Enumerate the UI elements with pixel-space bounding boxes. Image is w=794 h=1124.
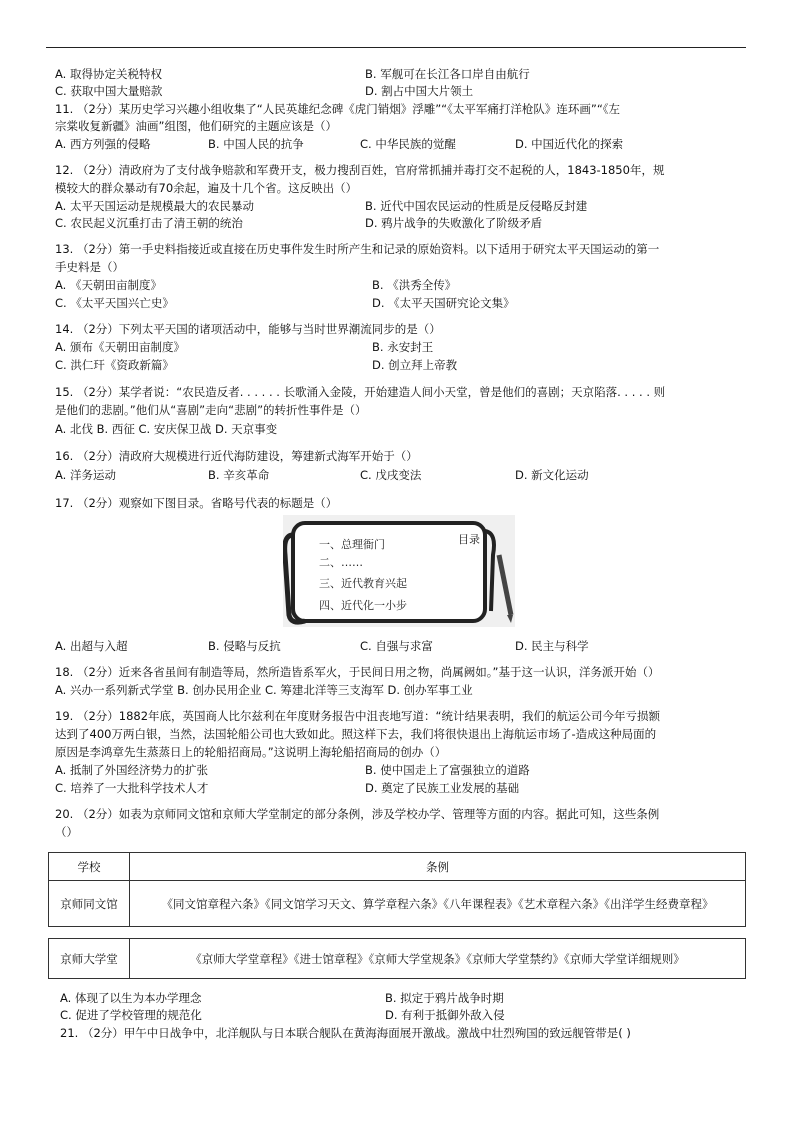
q14-option-c: C. 洪仁玕《资政新篇》 <box>55 358 174 372</box>
q15-options: A. 北伐 B. 西征 C. 安庆保卫战 D. 天京事变 <box>55 422 278 436</box>
q12-option-a: A. 太平天国运动是规模最大的农民暴动 <box>55 199 254 213</box>
scroll-item-2: 二、…… <box>319 556 363 569</box>
q17-option-a: A. 出超与入超 <box>55 639 128 653</box>
q12-option-c: C. 农民起义沉重打击了清王朝的统治 <box>55 216 243 230</box>
q11-option-a: A. 西方列强的侵略 <box>55 137 151 151</box>
q19-option-a: A. 抵制了外国经济势力的扩张 <box>55 763 208 777</box>
q13-stem: 13. （2分）第一手史料指接近或直接在历史事件发生时所产生和记录的原始资料。以下适用于研究太平天国运动的第一 <box>55 242 660 256</box>
q16-option-b: B. 辛亥革命 <box>208 468 270 482</box>
q14-stem: 14. （2分）下列太平天国的诸项活动中，能够与当时世界潮流同步的是（） <box>55 322 441 336</box>
table-header-rules: 条例 <box>130 853 746 881</box>
q10-option-c: C. 获取中国大量赔款 <box>55 84 163 98</box>
q17-option-b: B. 侵略与反抗 <box>208 639 281 653</box>
q18-options: A. 兴办一系列新式学堂 B. 创办民用企业 C. 筹建北洋等三支海军 D. 创办军事工业 <box>55 683 473 697</box>
header-rule <box>46 47 746 48</box>
q13-stem-cont: 手史料是（） <box>55 260 124 274</box>
q13-option-d: D. 《太平天国研究论文集》 <box>372 296 515 310</box>
q11-option-c: C. 中华民族的觉醒 <box>360 137 456 151</box>
q18-stem: 18. （2分）近来各省虽间有制造等局，然所造皆系军火，于民间日用之物，尚属阙如。”基于这一认识，洋务派开始（） <box>55 665 660 679</box>
rules-table-bottom <box>48 938 746 979</box>
scroll-item-3: 三、近代教育兴起 <box>319 577 407 590</box>
table-row2-school: 京师大学堂 <box>49 939 130 979</box>
table-header-school: 学校 <box>49 853 130 881</box>
table-of-contents-scroll-image <box>283 515 515 627</box>
scroll-item-4: 四、近代化一小步 <box>319 599 407 612</box>
q13-option-b: B. 《洪秀全传》 <box>372 278 457 292</box>
q19-stem-cont-1: 达到了400万两白银，当然，法国轮船公司也大致如此。照这样下去，我们将很快退出上海航运市场了-造成这种局面的 <box>55 727 657 741</box>
q20-option-d: D. 有利于抵御外敌入侵 <box>385 1008 505 1022</box>
table-row1-rules: 《同文馆章程六条》《同文馆学习天文、算学章程六条》《八年课程表》《艺术章程六条》《出洋学生经费章程》 <box>130 881 746 927</box>
q17-option-d: D. 民主与科学 <box>515 639 589 653</box>
q16-option-d: D. 新文化运动 <box>515 468 589 482</box>
q11-stem-cont: 宗棠收复新疆》油画”组图，他们研究的主题应该是（） <box>55 119 337 133</box>
q11-option-d: D. 中国近代化的探索 <box>515 137 624 151</box>
q16-option-c: C. 戊戌变法 <box>360 468 422 482</box>
q19-option-b: B. 使中国走上了富强独立的道路 <box>365 763 530 777</box>
rules-table-top <box>48 852 746 927</box>
q17-stem: 17. （2分）观察如下图目录。省略号代表的标题是（） <box>55 496 338 510</box>
table-row2-rules: 《京师大学堂章程》《进士馆章程》《京师大学堂规条》《京师大学堂禁约》《京师大学堂详细规则》 <box>130 939 746 979</box>
q11-option-b: B. 中国人民的抗争 <box>208 137 304 151</box>
q12-option-d: D. 鸦片战争的失败激化了阶级矛盾 <box>365 216 543 230</box>
scroll-item-1: 一、总理衙门 <box>319 538 385 551</box>
q20-option-c: C. 促进了学校管理的规范化 <box>60 1008 202 1022</box>
q12-stem: 12. （2分）清政府为了支付战争赔款和军费开支，极力搜刮百姓，官府常抓捕并毒打交不起税的人，1843-1850年，规 <box>55 163 665 177</box>
table-row1-school: 京师同文馆 <box>49 881 130 927</box>
q14-option-a: A. 颁布《天朝田亩制度》 <box>55 340 185 354</box>
q10-option-b: B. 军舰可在长江各口岸自由航行 <box>365 67 530 81</box>
q20-stem: 20. （2分）如表为京师同文馆和京师大学堂制定的部分条例，涉及学校办学、管理等方面的内容。据此可知，这些条例 <box>55 807 660 821</box>
q13-option-c: C. 《太平天国兴亡史》 <box>55 296 174 310</box>
q19-stem: 19. （2分）1882年底，英国商人比尔兹利在年度财务报告中沮丧地写道：“统计结果表明，我们的航运公司今年亏损额 <box>55 709 660 723</box>
q16-stem: 16. （2分）清政府大规模进行近代海防建设，筹建新式海军开始于（） <box>55 449 418 463</box>
scroll-title: 目录 <box>458 533 480 546</box>
q20-option-b: B. 拟定于鸦片战争时期 <box>385 991 504 1005</box>
q16-option-a: A. 洋务运动 <box>55 468 116 482</box>
q14-option-b: B. 永安封王 <box>372 340 434 354</box>
q10-option-a: A. 取得协定关税特权 <box>55 67 162 81</box>
q19-option-d: D. 奠定了民族工业发展的基础 <box>365 781 520 795</box>
q19-option-c: C. 培养了一大批科学技术人才 <box>55 781 209 795</box>
q17-option-c: C. 自强与求富 <box>360 639 433 653</box>
q12-option-b: B. 近代中国农民运动的性质是反侵略反封建 <box>365 199 588 213</box>
q10-option-d: D. 割占中国大片领土 <box>365 84 474 98</box>
q15-stem-cont: 是他们的悲剧。”他们从“喜剧”走向“悲剧”的转折性事件是（） <box>55 403 367 417</box>
q21-stem: 21. （2分）甲午中日战争中，北洋舰队与日本联合舰队在黄海海面展开激战。激战中壮烈殉国的致远舰管带是( ) <box>60 1026 631 1040</box>
q12-stem-cont: 模较大的群众暴动有70余起，遍及十几个省。这反映出（） <box>55 181 358 195</box>
q20-option-a: A. 体现了以生为本办学理念 <box>60 991 202 1005</box>
q15-stem: 15. （2分）某学者说：“农民造反者. . . . . . 长歌涌入金陵，开始建造人间小天堂，曾是他们的喜剧；天京陷落. . . . . 则 <box>55 385 666 399</box>
q11-stem: 11. （2分）某历史学习兴趣小组收集了“人民英雄纪念碑《虎门销烟》浮雕”“《太平军痛打洋枪队》连环画”“《左 <box>55 102 621 116</box>
q14-option-d: D. 创立拜上帝教 <box>372 358 458 372</box>
q13-option-a: A. 《天朝田亩制度》 <box>55 278 162 292</box>
q20-stem-cont: （） <box>55 825 78 839</box>
q19-stem-cont-2: 原因是李鸿章先生蒸蒸日上的轮船招商局。”这说明上海轮船招商局的创办（） <box>55 745 447 759</box>
